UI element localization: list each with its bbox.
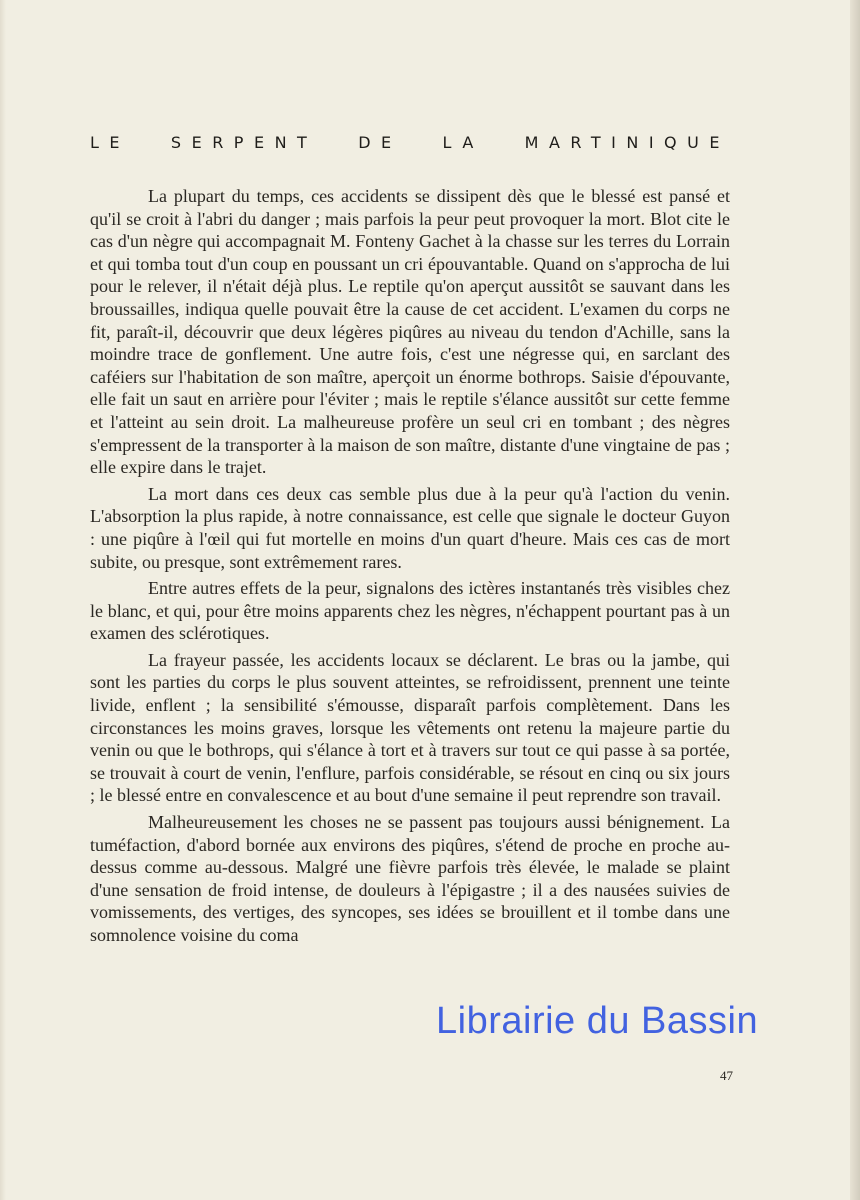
paragraph: La frayeur passée, les accidents locaux se déclarent. Le bras ou la jambe, qui sont les parties du corps le plus souvent atteintes, se refroidissent, prennent une teinte livide, enflent ; la sensibilité s'émousse, disparaît parfois complètement. Dans les circonstances les moins graves, lorsque les vêtements ont retenu la majeure partie du venin ou que le bothrops, qui s'élance à tort et à travers sur tout ce qui passe à sa portée, se trouvait à court de venin, l'enflure, parfois considérable, se résout en cinq ou six jours ; le blessé entre en convalescence et au bout d'une semaine il peut reprendre son travail.: [90, 649, 730, 806]
paragraph: Entre autres effets de la peur, signalons des ictères instantanés très visibles chez le blanc, et qui, pour être moins apparents chez les nègres, n'échappent pourtant pas à un examen des sclérotiques.: [90, 578, 730, 644]
header-word: LA: [442, 133, 484, 152]
header-word: DE: [358, 133, 402, 152]
paragraph: La mort dans ces deux cas semble plus due à la peur qu'à l'action du venin. L'absorption la plus rapide, à notre connaissance, est celle que signale le docteur Guyon : une piqûre à l'œil qui fut mortelle en moins d'un quart d'heure. Mais ces cas de mort subite, ou presque, sont extrêmement rares.: [90, 483, 730, 572]
paragraph: Malheureusement les choses ne se passent pas toujours aussi bénignement. La tuméfaction, d'abord bornée aux environs des piqûres, s'étend de proche en proche au-dessus comme au-dessous. Malgré une fièvre parfois très élevée, le malade se plaint d'une sensation de froid intense, de douleurs à l'épigastre ; il a des nausées suivies de vomissements, des vertiges, des syncopes, ses idées se brouillent et il tombe dans une somnolence voisine du coma: [90, 812, 730, 945]
paragraph: La plupart du temps, ces accidents se dissipent dès que le blessé est pansé et qu'il se croit à l'abri du danger ; mais parfois la peur peut provoquer la mort. Blot cite le cas d'un nègre qui accompagnait M. Fonteny Gachet à la chasse sur les terres du Lorrain et qui tomba tout d'un coup en poussant un cri épouvantable. Quand on s'approcha de lui pour le relever, il n'était déjà plus. Le reptile qu'on aperçut aussitôt se sauvant dans les broussailles, indiqua quelle pouvait être la cause de cet accident. L'examen du corps ne fit, paraît-il, découvrir que deux légères piqûres au niveau du tendon d'Achille, sans la moindre trace de gonflement. Une autre fois, c'est une négresse qui, en sarclant des caféiers sur l'habitation de son maître, aperçoit un énorme bothrops. Saisie d'épouvante, elle fait un saut en arrière pour l'éviter ; mais le reptile s'élance aussitôt sur cette femme et l'atteint au sein droit. La malheureuse profère un seul cri en tombant ; des nègres s'empressent de la transporter à la maison de son maître, distante d'une vingtaine de pas ; elle expire dans le trajet.: [90, 186, 730, 478]
header-word: MARTINIQUE: [524, 133, 730, 152]
page-right-edge: [850, 0, 860, 1200]
header-word: LE: [90, 133, 131, 152]
watermark: Librairie du Bassin: [436, 1000, 759, 1042]
page-number: 47: [720, 1068, 733, 1083]
page-body: [90, 185, 730, 951]
header-word: SERPENT: [170, 133, 318, 152]
page-left-edge: [0, 0, 6, 1200]
running-header: [90, 133, 730, 152]
